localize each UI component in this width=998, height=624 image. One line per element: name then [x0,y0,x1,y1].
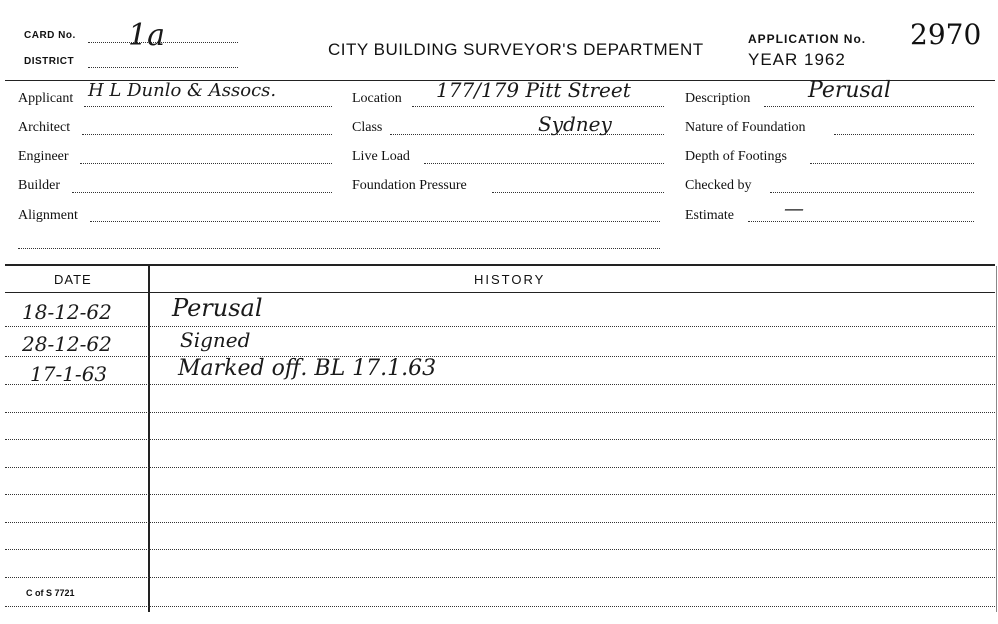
engineer-line [80,163,332,164]
history-row-line [5,384,995,385]
history-row-line [5,494,995,495]
live-load-label: Live Load [352,149,410,164]
location-label: Location [352,91,402,106]
history-row-line [5,412,995,413]
depth-footings-line [810,163,974,164]
alignment-line [90,221,660,222]
estimate-line [748,221,974,222]
applicant-line [84,106,332,107]
history-entry: Marked off. BL 17.1.63 [178,356,437,381]
right-edge [996,266,997,612]
form-code: C of S 7721 [26,588,75,598]
history-row-line [5,577,995,578]
applicant-label: Applicant [18,91,74,106]
history-top-rule [5,264,995,266]
alignment-label: Alignment [18,208,78,223]
class-value: Sydney [538,112,612,136]
class-label: Class [352,120,383,135]
history-date: 17-1-63 [30,362,108,386]
application-number: 2970 [910,18,982,51]
location-line [412,106,664,107]
live-load-line [424,163,664,164]
architect-line [82,134,332,135]
department-title: CITY BUILDING SURVEYOR'S DEPARTMENT [328,40,704,59]
district-line [88,67,238,68]
engineer-label: Engineer [18,149,69,164]
history-row-line [5,549,995,550]
foundation-pressure-line [492,192,664,193]
class-line [390,134,664,135]
estimate-label: Estimate [685,208,734,223]
card-no-label: CARD No. [24,30,76,41]
description-line [764,106,974,107]
history-header-rule [5,292,995,293]
year-label: YEAR 1962 [748,50,846,69]
district-label: DISTRICT [24,56,75,67]
history-row-line [5,467,995,468]
blank-line [18,248,660,249]
history-entry: Perusal [172,294,263,322]
history-row-line [5,326,995,327]
history-date: 28-12-62 [22,332,112,356]
history-row-line [5,356,995,357]
location-value: 177/179 Pitt Street [436,78,631,102]
card-no-value: 1a [128,18,165,53]
architect-label: Architect [18,120,71,135]
history-row-line [5,522,995,523]
history-entry: Signed [180,328,251,352]
depth-footings-label: Depth of Footings [685,149,787,164]
builder-line [72,192,332,193]
foundation-pressure-label: Foundation Pressure [352,178,467,193]
nature-foundation-line [834,134,974,135]
checked-by-line [770,192,974,193]
history-date: 18-12-62 [22,300,112,324]
checked-by-label: Checked by [685,178,752,193]
description-label: Description [685,91,751,106]
application-label: APPLICATION No. [748,32,867,46]
description-value: Perusal [808,78,891,103]
history-row-line [5,606,995,607]
estimate-value: — [784,196,804,220]
date-column-header: DATE [54,272,92,287]
history-column-header: HISTORY [474,272,546,287]
nature-foundation-label: Nature of Foundation [685,120,806,135]
builder-label: Builder [18,178,60,193]
applicant-value: H L Dunlo & Assocs. [88,80,277,101]
history-row-line [5,439,995,440]
